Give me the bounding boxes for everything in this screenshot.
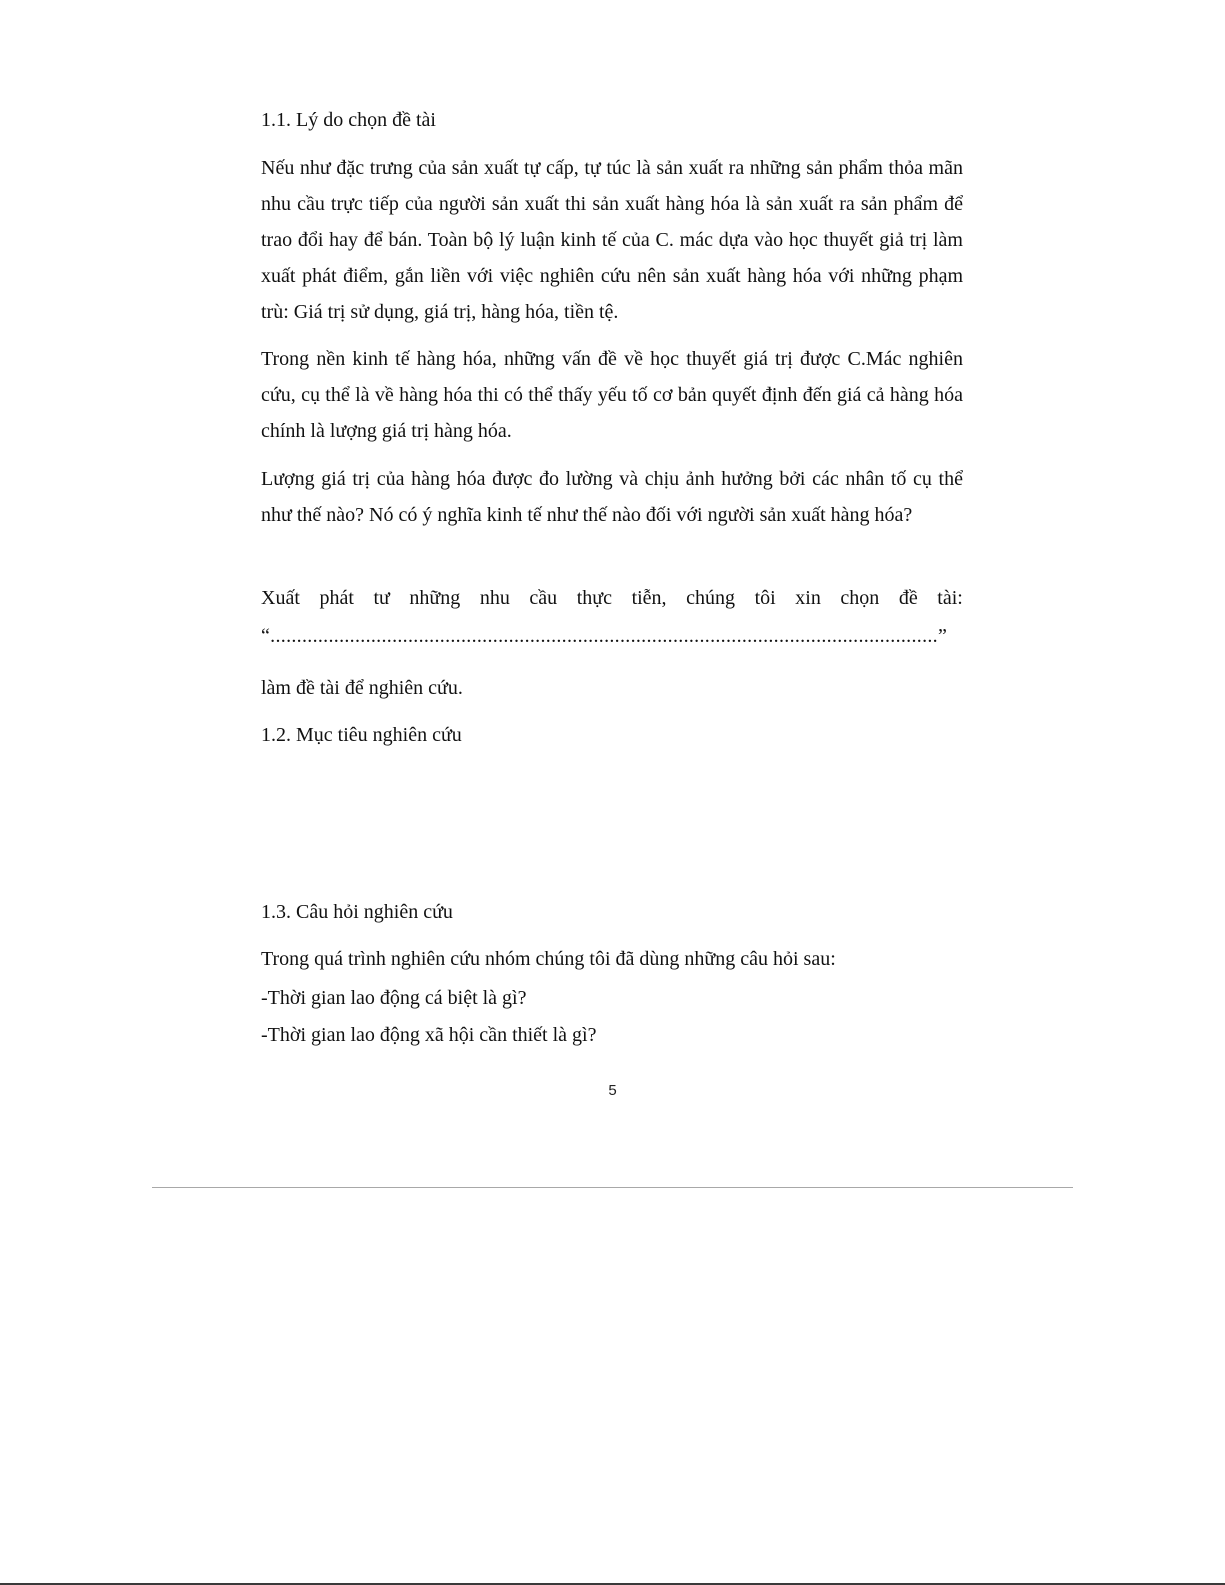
paragraph-value-theory: Trong nền kinh tế hàng hóa, những vấn đề về học thuyết giá trị được C.Mác nghiên cứu, cụ thể là về hàng hóa thi có thể thấy yếu tố cơ bản quyết định đến giá cả hàng hóa chính là lượng giá trị hàng hóa.: [261, 348, 963, 442]
topic-word: tư: [373, 587, 390, 609]
topic-word: tiễn,: [631, 587, 667, 609]
topic-title-placeholder: “..............................................................................................................................”: [261, 625, 948, 647]
page-separator-line: [152, 1187, 1073, 1188]
paragraph-value-magnitude-question: Lượng giá trị của hàng hóa được đo lường và chịu ảnh hưởng bởi các nhân tố cụ thể như thế nào? Nó có ý nghĩa kinh tế như thế nào đối với người sản xuất hàng hóa?: [261, 468, 963, 526]
paragraph-topic-selection-end: làm đề tài để nghiên cứu.: [261, 677, 463, 699]
topic-word: những: [409, 587, 461, 609]
research-question-item: -Thời gian lao động cá biệt là gì?: [261, 987, 527, 1009]
page-number: 5: [608, 1082, 617, 1099]
topic-word: tài:: [937, 587, 963, 609]
topic-word: chọn: [840, 587, 880, 609]
section-heading-1-1: 1.1. Lý do chọn đề tài: [261, 109, 436, 131]
topic-word: xin: [795, 587, 821, 609]
topic-word: cầu: [529, 587, 558, 609]
research-question-item: -Thời gian lao động xã hội cần thiết là gì?: [261, 1024, 597, 1046]
paragraph-topic-selection: [261, 580, 963, 616]
paragraph-production-purpose: Nếu như đặc trưng của sản xuất tự cấp, tự túc là sản xuất ra những sản phẩm thỏa mãn nhu cầu trực tiếp của người sản xuất thi sản xuất hàng hóa là sản xuất ra sản phẩm để trao đổi hay để bán. Toàn bộ lý luận kinh tế của C. mác dựa vào học thuyết giả trị làm xuất phát điểm, gắn liền với việc nghiên cứu nên sản xuất hàng hóa với những phạm trù: Giá trị sử dụng, giá trị, hàng hóa, tiền tệ.: [261, 157, 963, 323]
topic-word: tôi: [754, 587, 776, 609]
topic-word: Xuất: [261, 587, 300, 609]
topic-word: chúng: [686, 587, 736, 609]
topic-word: đề: [898, 587, 918, 609]
topic-word: nhu: [479, 587, 510, 609]
section-heading-1-2: 1.2. Mục tiêu nghiên cứu: [261, 724, 462, 746]
section-heading-1-3: 1.3. Câu hỏi nghiên cứu: [261, 901, 453, 923]
research-questions-intro: Trong quá trình nghiên cứu nhóm chúng tôi đã dùng những câu hỏi sau:: [261, 948, 836, 970]
topic-word: thực: [576, 587, 612, 609]
topic-word: phát: [319, 587, 354, 609]
